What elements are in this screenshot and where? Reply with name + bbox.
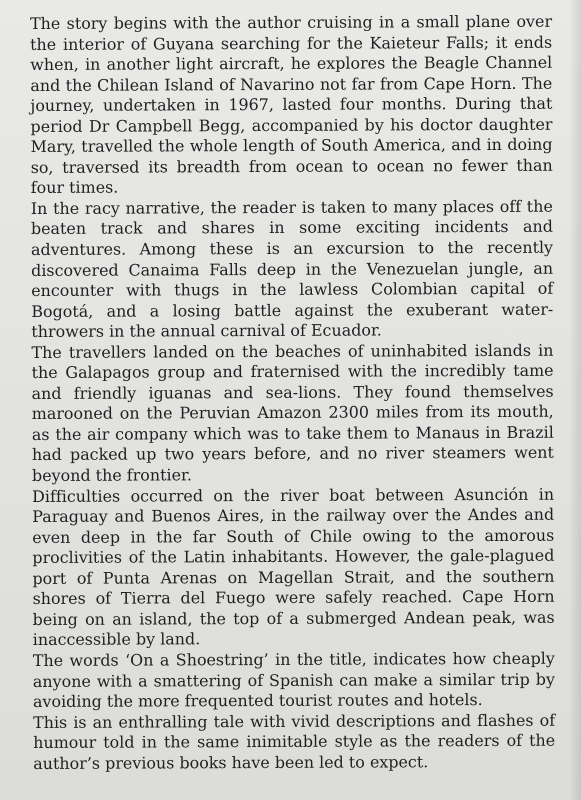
blurb-paragraph-1: The story begins with the author cruising in a small plane over the interior of Guyana searching for the Kaieteur Falls; it ends when, in another light aircraft, he explores the Beagle Channel and the Chilean Island of Navarino not far from Cape Horn. The journey, undertaken in 1967, lasted four months. During that period Dr Campbell Begg, accompanied by his doctor daughter Mary, travelled the whole length of South America, and in doing so, traversed its breadth from ocean to ocean no fewer than four times. <box>30 11 553 198</box>
blurb-paragraph-3: The travellers landed on the beaches of uninhabited islands in the Galapagos group and fraternised with the incredibly tame and friendly iguanas and sea-lions. They found themselves marooned on the Peruvian Amazon 2300 miles from its mouth, as the air company which was to take them to Manaus in Brazil had packed up two years before, and no river steamers went beyond the frontier. <box>31 340 554 486</box>
blurb-paragraph-6: This is an enthralling tale with vivid descriptions and flashes of humour told in the same inimitable style as the readers of the author’s previous books have been led to expect. <box>33 710 556 773</box>
blurb-paragraph-5: The words ‘On a Shoestring’ in the title, indicates how cheaply anyone with a smattering of Spanish can make a similar trip by avoiding the more frequented tourist routes and hotels. <box>32 648 555 712</box>
blurb-text-column <box>30 12 555 775</box>
blurb-paragraph-2: In the racy narrative, the reader is taken to many places off the beaten track and shares in some exciting incidents and adventures. Among these is an excursion to the recently discovered Canaima Falls deep in the Venezuelan jungle, an encounter with thugs in the lawless Colombian capital of Bogotá, and a losing battle against the exuberant water-throwers in the annual carnival of Ecuador. <box>30 196 554 342</box>
blurb-paragraph-4: Difficulties occurred on the river boat between Asunción in Paraguay and Buenos Aires, in the railway over the Andes and even deep in the far South of Chile owing to the amorous proclivities of the Latin inhabitants. However, the gale-plagued port of Punta Arenas on Magellan Strait, and the southern shores of Tierra del Fuego were safely reached. Cape Horn being on an island, the top of a submerged Andean peak, was inaccessible by land. <box>32 484 555 650</box>
page-edge-shadow <box>569 0 581 800</box>
